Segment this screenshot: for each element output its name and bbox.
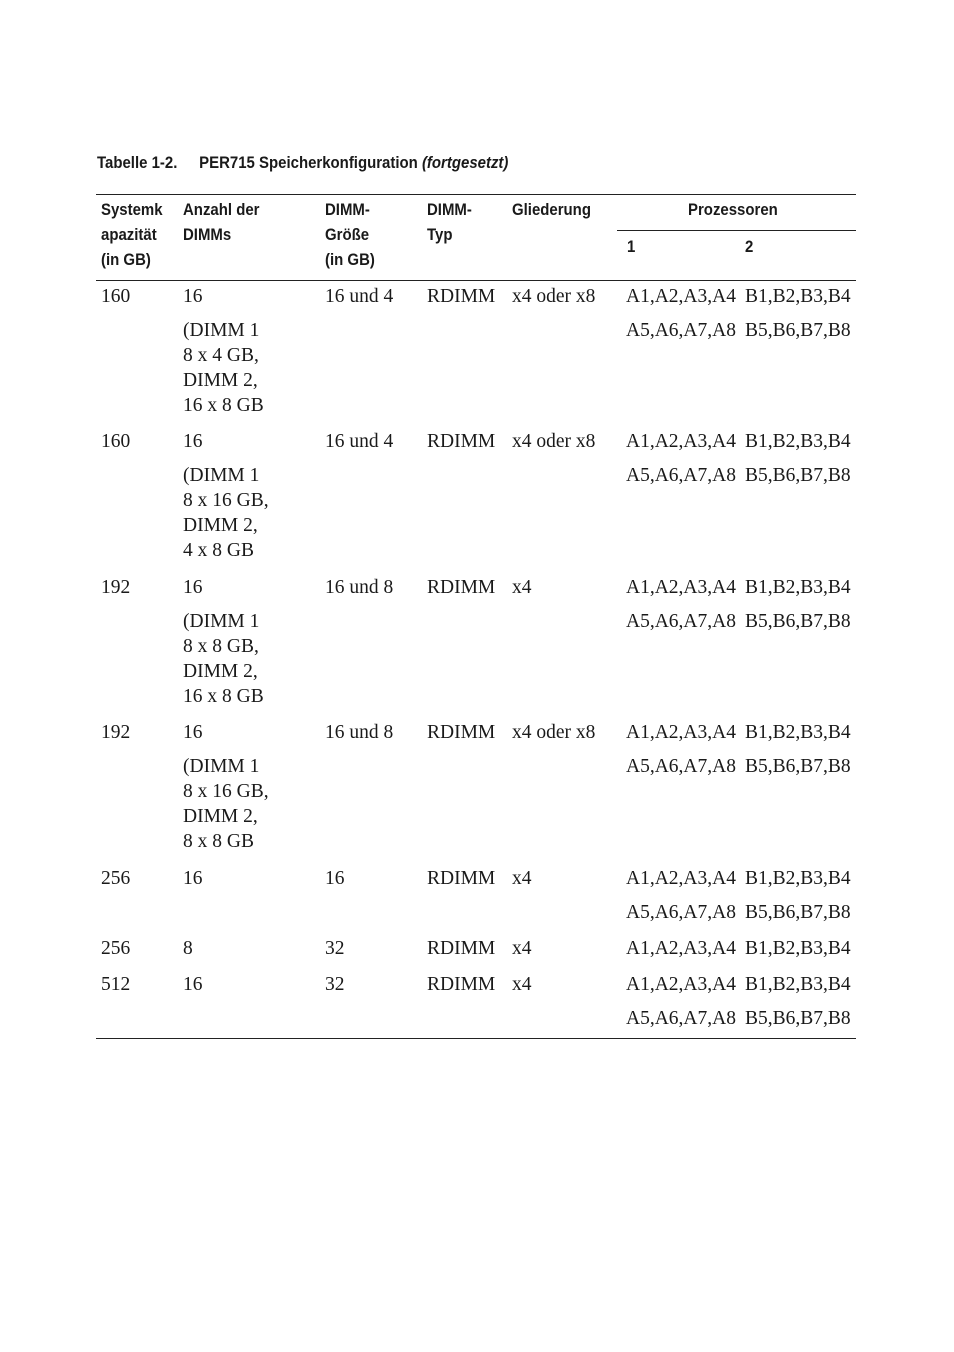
- cell-p1a: A1,A2,A3,A4: [626, 974, 736, 995]
- cell-p2b: B5,B6,B7,B8: [745, 756, 851, 777]
- header-bottom-rule: [96, 280, 856, 281]
- header-processors: Prozessoren: [688, 200, 778, 219]
- cell-p1a: A1,A2,A3,A4: [626, 577, 736, 598]
- table-title: PER715 Speicherkonfiguration: [199, 153, 418, 172]
- cell-size: 32: [325, 974, 345, 995]
- cell-type: RDIMM: [427, 868, 496, 889]
- cell-capacity: 160: [101, 286, 131, 307]
- header-dimm-size: DIMM- Größe (in GB): [325, 200, 375, 269]
- cell-type: RDIMM: [427, 938, 496, 959]
- cell-count: 16: [183, 722, 203, 743]
- cell-capacity: 512: [101, 974, 131, 995]
- cell-p1a: A1,A2,A3,A4: [626, 286, 736, 307]
- table-continued: (fortgesetzt): [421, 153, 509, 172]
- cell-p2a: B1,B2,B3,B4: [745, 286, 851, 307]
- processor-header-rule: [617, 230, 856, 231]
- cell-ranking: x4 oder x8: [512, 722, 596, 743]
- table-caption: [97, 153, 508, 173]
- cell-size: 32: [325, 938, 345, 959]
- header-dimm-type: DIMM- Typ: [427, 200, 472, 244]
- cell-detail: (DIMM 1 8 x 16 GB, DIMM 2, 4 x 8 GB: [183, 465, 269, 561]
- cell-count: 16: [183, 868, 203, 889]
- cell-capacity: 192: [101, 722, 131, 743]
- cell-count: 16: [183, 431, 203, 452]
- cell-detail: (DIMM 1 8 x 8 GB, DIMM 2, 16 x 8 GB: [183, 611, 264, 707]
- header-processor-2: 2: [745, 237, 754, 256]
- cell-count: 16: [183, 974, 203, 995]
- cell-p1a: A1,A2,A3,A4: [626, 868, 736, 889]
- cell-p1b: A5,A6,A7,A8: [626, 1008, 736, 1029]
- cell-p1a: A1,A2,A3,A4: [626, 722, 736, 743]
- cell-capacity: 256: [101, 868, 131, 889]
- cell-capacity: 192: [101, 577, 131, 598]
- table-bottom-rule: [96, 1038, 856, 1039]
- table-top-rule: [96, 194, 856, 195]
- cell-ranking: x4: [512, 577, 532, 598]
- cell-ranking: x4 oder x8: [512, 286, 596, 307]
- header-processor-1: 1: [627, 237, 636, 256]
- cell-size: 16 und 8: [325, 722, 394, 743]
- cell-p2b: B5,B6,B7,B8: [745, 465, 851, 486]
- cell-p2a: B1,B2,B3,B4: [745, 431, 851, 452]
- cell-p2b: B5,B6,B7,B8: [745, 902, 851, 923]
- header-ranking: Gliederung: [512, 200, 591, 219]
- cell-p1a: A1,A2,A3,A4: [626, 431, 736, 452]
- cell-type: RDIMM: [427, 431, 496, 452]
- cell-detail: (DIMM 1 8 x 4 GB, DIMM 2, 16 x 8 GB: [183, 320, 264, 416]
- cell-p2a: B1,B2,B3,B4: [745, 868, 851, 889]
- cell-detail: (DIMM 1 8 x 16 GB, DIMM 2, 8 x 8 GB: [183, 756, 269, 852]
- cell-p2a: B1,B2,B3,B4: [745, 577, 851, 598]
- cell-p1a: A1,A2,A3,A4: [626, 938, 736, 959]
- cell-size: 16 und 4: [325, 431, 394, 452]
- cell-capacity: 160: [101, 431, 131, 452]
- cell-ranking: x4: [512, 868, 532, 889]
- cell-size: 16: [325, 868, 345, 889]
- cell-capacity: 256: [101, 938, 131, 959]
- cell-p2a: B1,B2,B3,B4: [745, 974, 851, 995]
- cell-type: RDIMM: [427, 286, 496, 307]
- cell-p2b: B5,B6,B7,B8: [745, 1008, 851, 1029]
- cell-ranking: x4 oder x8: [512, 431, 596, 452]
- cell-p1b: A5,A6,A7,A8: [626, 902, 736, 923]
- cell-p2b: B5,B6,B7,B8: [745, 611, 851, 632]
- cell-ranking: x4: [512, 974, 532, 995]
- table-label: Tabelle 1-2.: [97, 153, 178, 172]
- cell-type: RDIMM: [427, 722, 496, 743]
- cell-p2a: B1,B2,B3,B4: [745, 938, 851, 959]
- cell-p1b: A5,A6,A7,A8: [626, 465, 736, 486]
- header-dimm-count: Anzahl der DIMMs: [183, 200, 260, 244]
- cell-size: 16 und 8: [325, 577, 394, 598]
- cell-p1b: A5,A6,A7,A8: [626, 611, 736, 632]
- cell-p2b: B5,B6,B7,B8: [745, 320, 851, 341]
- cell-p1b: A5,A6,A7,A8: [626, 756, 736, 777]
- cell-type: RDIMM: [427, 974, 496, 995]
- cell-p1b: A5,A6,A7,A8: [626, 320, 736, 341]
- cell-count: 16: [183, 286, 203, 307]
- header-capacity: Systemk apazität (in GB): [101, 200, 163, 269]
- cell-type: RDIMM: [427, 577, 496, 598]
- cell-size: 16 und 4: [325, 286, 394, 307]
- cell-count: 16: [183, 577, 203, 598]
- cell-ranking: x4: [512, 938, 532, 959]
- cell-p2a: B1,B2,B3,B4: [745, 722, 851, 743]
- cell-count: 8: [183, 938, 193, 959]
